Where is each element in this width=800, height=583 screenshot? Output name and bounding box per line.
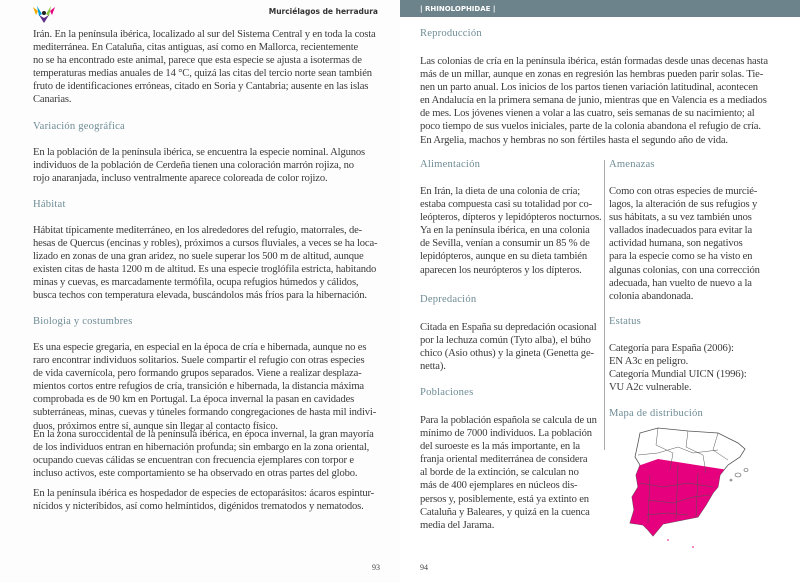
text-line: de los individuos entran en hibernación profunda; sin embargo en la zona oriental,: [33, 442, 370, 454]
text-line: adecuada, han vuelto de nuevo a la: [609, 277, 752, 289]
text-line: comprobada es de 90 km en Portugal. La época invernal la pasan en cavidades: [33, 394, 355, 406]
heading-alimentacion: Alimentación: [420, 159, 481, 170]
text-line: En Argelia, machos y hembras no son fértiles hasta el segundo año de vida.: [420, 134, 728, 146]
alimentacion-paragraph: [420, 185, 602, 277]
text-line: de Sevilla, venían a consumir un 85 % de: [420, 238, 590, 250]
text-line: Es una especie gregaria, en especial en la época de cría e hibernada, aunque no es: [33, 342, 367, 353]
biologia-paragraph-1: [33, 341, 376, 433]
text-line: subterráneas, minas, cuevas y túneles formando congregaciones de hasta mil indivi-: [33, 407, 377, 419]
text-line: algunas colonias, con una corrección: [609, 264, 760, 276]
text-line: duos, próximos entre sí, aunque sin llegar al contacto físico.: [33, 420, 278, 432]
text-line: temperaturas medias anuales de 14 °C, quizá las citas del tercio norte sean también: [33, 68, 372, 80]
text-line: Para la población española se calcula de un: [420, 415, 597, 426]
text-line: hesas de Quercus (encinas y robles), próximos a cursos fluviales, a veces se ha loca-: [33, 238, 378, 250]
text-line: ocupando cuevas cálidas se encuentran con frecuencia ejemplares con torpor e: [33, 455, 354, 467]
heading-mapa: Mapa de distribución: [609, 408, 704, 419]
text-line: raro encontrar individuos solitarios. Suele compartir el refugio con otras especies: [33, 355, 365, 367]
amenazas-paragraph: [609, 185, 760, 303]
text-line: Irán. En la península ibérica, localizado al sur del Sistema Central y en toda la costa: [33, 29, 376, 40]
text-line: En la península ibérica es hospedador de especies de ectoparásitos: ácaros espintur-: [33, 488, 375, 499]
biologia-paragraph-3: [33, 487, 374, 513]
text-line: de vida cavernícola, pero formando grupos separados. Viene a realizar desplaza-: [33, 368, 362, 380]
page-number-right: 94: [420, 563, 428, 572]
text-line: En la población de la península ibérica, se encuentra la especie nominal. Algunos: [33, 147, 366, 158]
text-line: En la zona suroccidental de la península ibérica, en época invernal, la gran mayoría: [33, 429, 374, 440]
text-line: franja oriental mediterránea de considera: [420, 454, 588, 466]
text-line: media del Jarama.: [420, 519, 495, 531]
family-title: | RHINOLOPHIDAE |: [420, 5, 496, 13]
text-line: colonia abandonada.: [609, 290, 694, 302]
text-line: al borde de la extinción, se calculan no: [420, 467, 579, 479]
heading-variacion: Variación geográfica: [33, 121, 125, 132]
logo-icon: [33, 5, 55, 23]
text-line: lepidópteros, aunque en su dieta también: [420, 251, 587, 263]
text-line: para la especie como se ha visto en: [609, 251, 753, 263]
header-bar: [400, 0, 800, 17]
habitat-paragraph: [33, 224, 377, 303]
depredacion-paragraph: [420, 321, 597, 373]
text-line: persos y, posiblemente, está ya extinto en: [420, 493, 589, 505]
text-line: Ya en la península ibérica, en una colonia: [420, 225, 590, 237]
balearic-islands: [730, 469, 748, 482]
text-line: Canarias.: [33, 94, 72, 106]
column-divider: [604, 160, 605, 450]
text-line: Hábitat típicamente mediterráneo, en los alrededores del refugio, matorrales, de-: [33, 225, 363, 236]
text-line: individuos de la población de Cerdeña tienen una coloración marrón rojiza, no: [33, 160, 354, 172]
text-line: mientos cortos entre refugios de cría, transición e hibernada, la distancia máxima: [33, 381, 364, 393]
text-line: en Andalucía en la primera semana de junio, mientras que en Valencia es a mediados: [420, 95, 767, 107]
text-line: busca techos con temperatura elevada, buscándolos más fríos para la hibernación.: [33, 290, 367, 302]
text-line: más de 400 ejemplares en núcleos dis-: [420, 480, 578, 492]
biologia-paragraph-2: [33, 428, 374, 480]
text-line: por la lechuza común (Tyto alba), el búho: [420, 335, 591, 347]
range-area: [618, 459, 758, 550]
distribution-map: [618, 425, 758, 550]
text-line: sus hábitats, a su vez también unos: [609, 212, 752, 224]
estatus-paragraph: [609, 342, 747, 394]
text-line: leópteros, dípteros y lepidópteros nocturnos.: [420, 212, 602, 224]
intro-paragraph: [33, 28, 376, 107]
text-line: minas y cuevas, es marcadamente termófila, ocupa refugios húmedos y cálidos,: [33, 277, 359, 289]
text-line: mínimo de 7000 individuos. La población: [420, 428, 592, 440]
text-line: incluso activos, este comportamiento se ha observado en otras partes del globo.: [33, 468, 358, 480]
text-line: vallados inadecuados para evitar la: [609, 225, 752, 237]
poblaciones-paragraph: [420, 414, 597, 532]
heading-reproduccion: Reproducción: [420, 28, 482, 39]
heading-biologia: Biologia y costumbres: [33, 316, 133, 327]
text-line: En Irán, la dieta de una colonia de cría;: [420, 186, 581, 197]
text-line: de mes. Los jóvenes vienen a volar a las cuatro, seis semanas de su nacimiento; al: [420, 108, 755, 120]
text-line: nen un parto anual. Los inicios de los partos tienen variación latitudinal, acontecen: [420, 82, 758, 94]
running-title: Murciélagos de herradura: [268, 7, 378, 16]
text-line: no se ha encontrado este animal, parece que esta especie se ajusta a isotermas de: [33, 55, 362, 67]
text-line: más de un millar, aunque en zonas en regresión las hembras pueden parir solas. Tie-: [420, 69, 764, 81]
text-line: mediterránea. En Cataluña, citas antiguas, así como en Mallorca, recientemente: [33, 42, 359, 54]
reproduccion-paragraph: [420, 55, 768, 147]
text-line: Citada en España su depredación ocasional: [420, 322, 597, 333]
text-line: estaba compuesta casi su totalidad por co-: [420, 199, 592, 211]
heading-estatus: Estatus: [609, 316, 642, 327]
text-line: VU A2c vulnerable.: [609, 382, 692, 394]
text-line: Las colonias de cría en la península ibérica, están formadas desde unas decenas hasta: [420, 56, 768, 67]
text-line: Categoría Mundial UICN (1996):: [609, 369, 747, 381]
text-line: chico (Asio othus) y la gineta (Genetta ge-: [420, 348, 594, 360]
heading-poblaciones: Poblaciones: [420, 387, 474, 398]
text-line: Categoría para España (2006):: [609, 343, 734, 354]
text-line: fruto de identificaciones erróneas, citado en Soria y Cantabria; ausente en las islas: [33, 81, 369, 93]
text-line: del suroeste es la más importante, en la: [420, 441, 580, 453]
variacion-paragraph: [33, 146, 365, 185]
text-line: EN A3c en peligro.: [609, 356, 689, 368]
text-line: rojo anaranjada, incluso ventralmente aparece coloreada de color rojizo.: [33, 173, 328, 185]
heading-amenazas: Amenazas: [609, 159, 655, 170]
text-line: netta).: [420, 361, 446, 373]
text-line: poco tiempo de sus vuelos iniciales, parte de la colonia abandona el refugio de cría.: [420, 121, 761, 133]
text-line: actividad humana, son negativos: [609, 238, 743, 250]
text-line: Como con otras especies de murcié-: [609, 186, 758, 197]
text-line: nícidos y nicteríbidos, así como helmíntidos, digénidos trematodos y nematodos.: [33, 501, 364, 513]
page-number: 93: [372, 563, 380, 572]
text-line: lizado en zonas de una gran aridez, no suele superar los 500 m de altitud, aunque: [33, 251, 364, 263]
text-line: existen citas de hasta 1200 m de altitud. Es una especie troglófila estricta, habitando: [33, 264, 377, 276]
text-line: aparecen los neurópteros y los dípteros.: [420, 264, 582, 276]
heading-habitat: Hábitat: [33, 199, 66, 210]
heading-depredacion: Depredación: [420, 294, 477, 305]
text-line: Cataluña y Baleares, y quizá en la cuenca: [420, 506, 590, 518]
text-line: lagos, la alteración de sus refugios y: [609, 199, 758, 211]
